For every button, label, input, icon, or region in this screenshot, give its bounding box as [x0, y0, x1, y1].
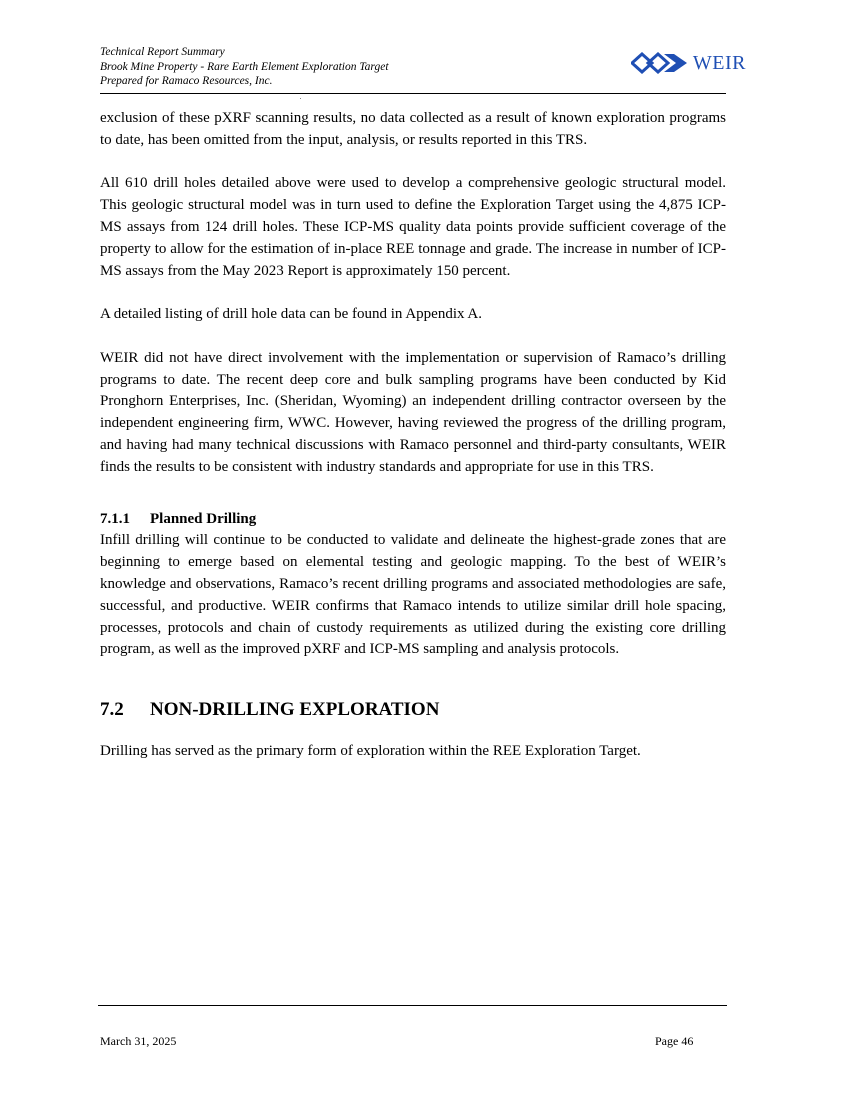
header-client: Prepared for Ramaco Resources, Inc. — [100, 75, 273, 87]
logo-text: WEIR — [692, 51, 746, 74]
paragraph-drill-holes: All 610 drill holes detailed above were used to develop a comprehensive geologic structural model. This geologic structural model was in turn used to define the Exploration Target using the 4,875 ICP-MS assays from 124 drill holes. These ICP-MS quality data points provide sufficient coverage of the property to allow for the estimation of in-place REE tonnage and grade. The increase in number of ICP-MS assays from the May 2023 Report is approximately 150 percent. — [100, 175, 726, 279]
subsection-heading — [100, 509, 726, 531]
section-heading — [100, 697, 726, 723]
paragraph-weir-involvement: WEIR did not have direct involvement with the implementation or supervision of Ramaco’s drilling programs to date. The recent deep core and bulk sampling programs have been conducted by Kid Pronghorn Enterprises, Inc. (Sheridan, Wyoming) an independent drilling contractor overseen by the independent engineering firm, WWC. However, having reviewed the progress of the drilling program, and having had many technical discussions with Ramaco personnel and third-party consultants, WEIR finds the results to be consistent with industry standards and appropriate for use in this TRS. — [100, 349, 726, 475]
header-report-type: Technical Report Summary — [100, 46, 225, 58]
paragraph-appendix: A detailed listing of drill hole data can be found in Appendix A. — [100, 306, 483, 323]
weir-logo-icon — [631, 52, 691, 74]
header-text — [100, 45, 389, 89]
section-title: NON-DRILLING EXPLORATION — [150, 699, 440, 721]
paragraph-non-drilling: Drilling has served as the primary form of exploration within the REE Exploration Target. — [100, 743, 641, 760]
page-number: Page 46 — [655, 1034, 694, 1048]
paragraph-pxrf-exclusion: exclusion of these pXRF scanning results, no data collected as a result of known exploration programs to date, has been omitted from the input, analysis, or results reported in this TRS. — [100, 110, 726, 148]
page-body — [100, 108, 726, 763]
scan-dot — [300, 98, 301, 99]
footer-divider — [98, 1005, 727, 1006]
header-property: Brook Mine Property - Rare Earth Element Exploration Target — [100, 60, 389, 73]
paragraph-planned-drilling: Infill drilling will continue to be conducted to validate and delineate the highest-grade zones that are beginning to emerge based on elemental testing and geologic mapping. To the best of WEIR’s knowledge and observations, Ramaco’s recent drilling programs and associated methodologies are safe, successful, and productive. WEIR confirms that Ramaco intends to utilize similar drill hole spacing, processes, protocols and chain of custody requirements as utilized during the existing core drilling program, as well as the improved pXRF and ICP-MS sampling and analysis protocols. — [100, 532, 726, 658]
subsection-title: Planned Drilling — [150, 510, 257, 527]
footer-date: March 31, 2025 — [100, 1034, 177, 1048]
page-header — [100, 45, 746, 94]
section-number: 7.2 — [100, 699, 124, 721]
weir-logo — [631, 49, 746, 77]
subsection-number: 7.1.1 — [100, 510, 130, 527]
